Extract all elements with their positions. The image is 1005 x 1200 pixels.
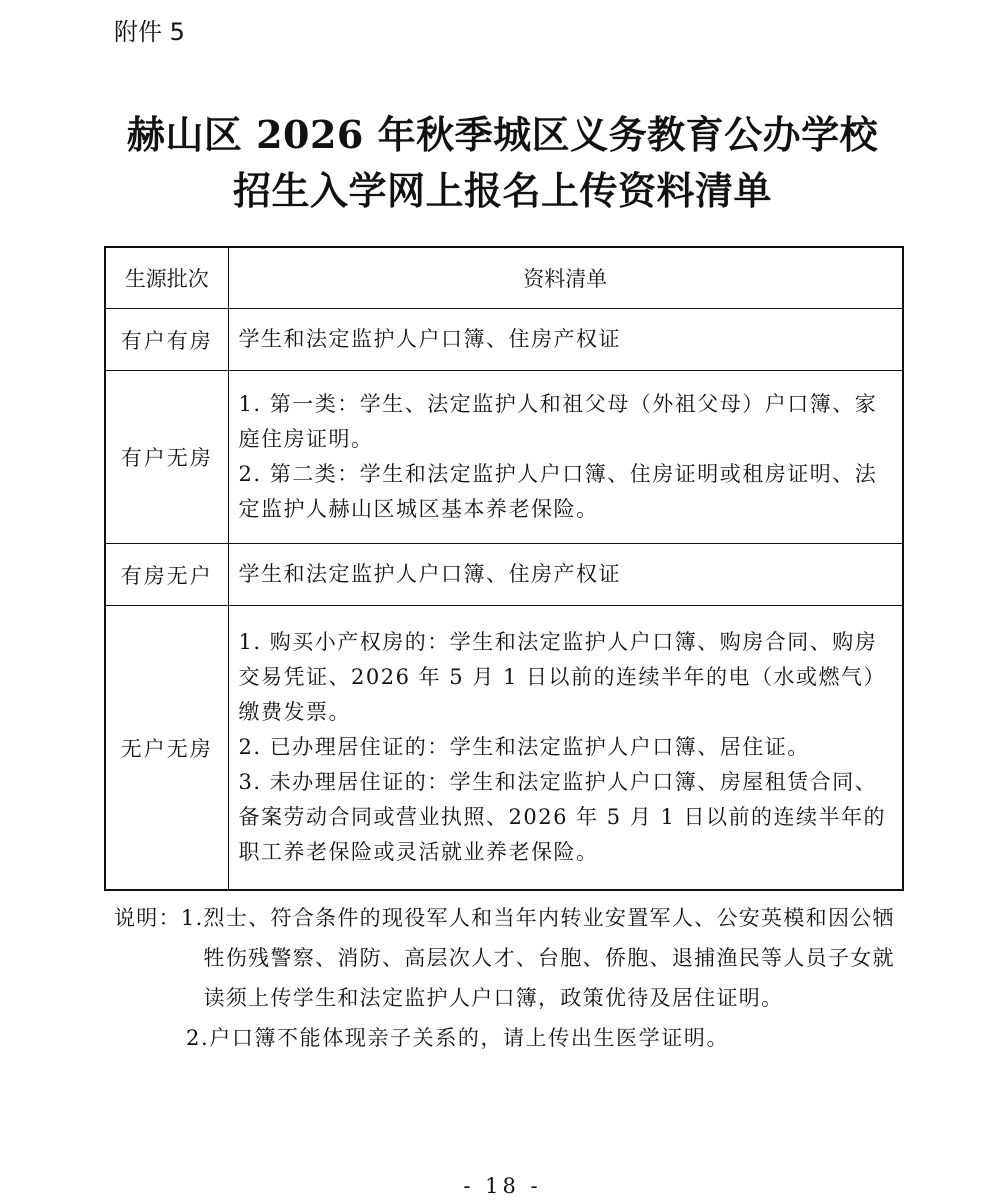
- materials-table: [104, 246, 904, 891]
- table-row: [105, 309, 903, 371]
- notes-prefix: 说明：: [114, 906, 181, 930]
- table-row: [105, 606, 903, 891]
- material-item: 1. 第一类：学生、法定监护人和祖父母（外祖父母）户口簿、家庭住房证明。: [238, 392, 878, 451]
- note-item: [114, 898, 899, 1018]
- materials-cell: [228, 544, 903, 606]
- materials-cell: [228, 606, 903, 891]
- header-source-batch: 生源批次: [105, 247, 228, 309]
- category-cell: 有房无户: [105, 544, 228, 606]
- note-number: 2.: [186, 1026, 210, 1050]
- notes-section: [114, 898, 899, 1058]
- material-item: 学生和法定监护人户口簿、住房产权证: [238, 327, 621, 351]
- note-item: [114, 1018, 899, 1058]
- category-cell: 无户无房: [105, 606, 228, 891]
- category-cell: 有户有房: [105, 309, 228, 371]
- header-material-list: 资料清单: [228, 247, 903, 309]
- attachment-label: 附件 5: [114, 18, 185, 46]
- note-text: 户口簿不能体现亲子关系的，请上传出生医学证明。: [209, 1026, 730, 1050]
- table-row: [105, 544, 903, 606]
- materials-cell: [228, 371, 903, 544]
- material-item: 2. 已办理居住证的：学生和法定监护人户口簿、居住证。: [238, 735, 810, 759]
- note-text: 烈士、符合条件的现役军人和当年内转业安置军人、公安英模和因公牺牲伤残警察、消防、高层次人才、台胞、侨胞、退捕渔民等人员子女就读须上传学生和法定监护人户口簿，政策优待及居住证明。: [203, 906, 895, 1010]
- page-number: - 18 -: [463, 1174, 542, 1198]
- material-item: 2. 第二类：学生和法定监护人户口簿、住房证明或租房证明、法定监护人赫山区城区基本养老保险。: [238, 462, 878, 521]
- table-row: [105, 371, 903, 544]
- document-title-line1: 赫山区 2026 年秋季城区义务教育公办学校: [126, 112, 879, 157]
- material-item: 1. 购买小产权房的：学生和法定监护人户口簿、购房合同、购房交易凭证、2026 年 5 月 1 日以前的连续半年的电（水或燃气）缴费发票。: [238, 630, 887, 724]
- materials-cell: [228, 309, 903, 371]
- category-cell: 有户无房: [105, 371, 228, 544]
- document-title-line2: 招生入学网上报名上传资料清单: [232, 168, 772, 213]
- material-item: 学生和法定监护人户口簿、住房产权证: [238, 562, 621, 586]
- table-header-row: [105, 247, 903, 309]
- note-number: 1.: [180, 906, 204, 930]
- material-item: 3. 未办理居住证的：学生和法定监护人户口簿、房屋租赁合同、备案劳动合同或营业执照、2026 年 5 月 1 日以前的连续半年的职工养老保险或灵活就业养老保险。: [238, 770, 887, 864]
